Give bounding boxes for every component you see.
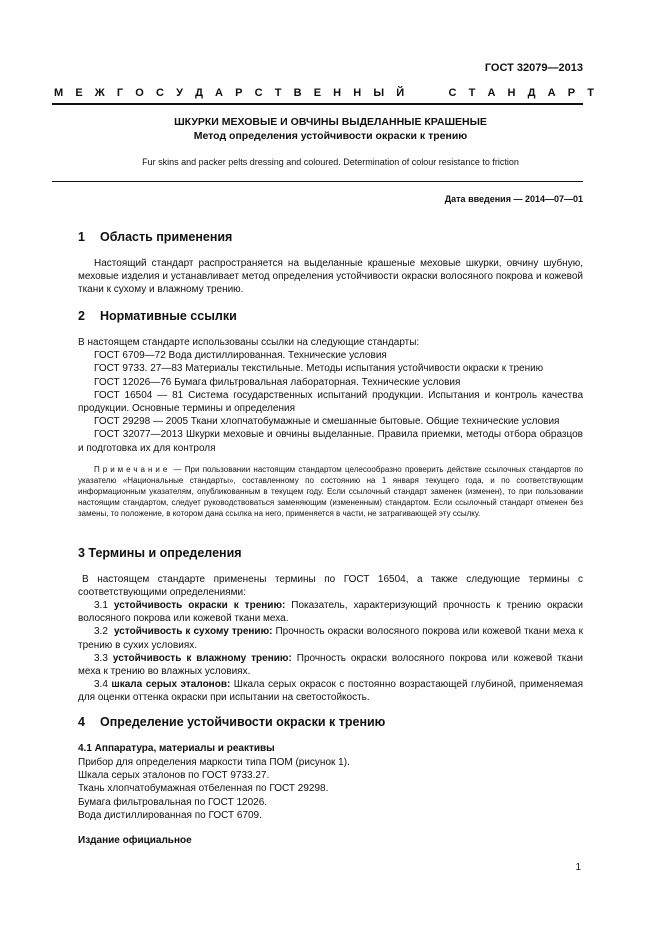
reference-item: ГОСТ 29298 — 2005 Ткани хлопчатобумажные и смешанные бытовые. Общие технические условия — [94, 416, 560, 428]
heading-letter: Н — [353, 87, 362, 99]
section-4-items — [78, 756, 583, 822]
term-name: устойчивость к сухому трению: — [113, 626, 273, 638]
introduction-date: Дата введения — 2014—07—01 — [444, 194, 583, 204]
term-number: 3.4 — [94, 679, 108, 691]
term-definition: Показатель, характеризующий прочность к трению окраски волосяного покрова или кожевой ткани меха. — [78, 600, 583, 625]
title-english: Fur skins and packer pelts dressing and coloured. Determination of colour resistance to friction — [142, 157, 519, 167]
interstate-standard-heading — [54, 87, 594, 99]
heading-letter: Г — [116, 87, 124, 99]
equipment-item: Прибор для определения маркости типа ПОМ (рисунок 1). — [78, 757, 350, 768]
page-number: 1 — [575, 862, 581, 873]
section-1-text: Настоящий стандарт распространяется на выделанные крашеные меховые шкурки, овчину шубную, меховые изделия и устанавливает метод определения устойчивости окраски волосяного покрова и кожевой ткани к сухому и влажному трению. — [78, 258, 583, 296]
note-text: — При пользовании настоящим стандартом целесообразно проверить действие ссылочных стандартов по указателю «Национальные стандарты», составленному по состоянию на 1 января текущего года, и по соответствующим информационным указателям, опубликованным в текущем году. Если ссылочный стандарт заменен (изменен), то при пользовании настоящим стандартом, следует руководствоваться заменяющим (измененным) стандартом. Если ссылочный стандарт отменен без замены, то положение, в котором дана ссылка на него, применяется в части, не затрагивающей эту ссылку. — [78, 465, 583, 518]
term-definition: Прочность окраски волосяного покрова или кожевой ткани меха к трению во влажных условиях. — [78, 652, 583, 678]
heading-letter: Е — [313, 87, 322, 99]
term-name: шкала серых эталонов: — [111, 679, 231, 691]
heading-letter: А — [487, 87, 496, 99]
official-edition-label: Издание официальное — [78, 835, 192, 846]
reference-item: ГОСТ 16504 — 81 Система государственных испытаний продукции. Испытания и контроль качества продукции. Основные термины и определения — [78, 389, 583, 415]
section-2-intro: В настоящем стандарте использованы ссылки на следующие стандарты: — [78, 337, 420, 348]
heading-letter: С — [155, 87, 164, 99]
term-number: 3.3 — [94, 652, 108, 664]
section-2-heading — [78, 309, 237, 323]
heading-letter: Д — [195, 87, 203, 99]
heading-letter: А — [215, 87, 223, 99]
reference-item: ГОСТ 12026—76 Бумага фильтровальная лабораторная. Технические условия — [94, 376, 461, 388]
section-3-heading: 3 Термины и определения — [78, 546, 242, 560]
heading-letter: Т — [587, 87, 594, 99]
title-russian-main: ШКУРКИ МЕХОВЫЕ И ОВЧИНЫ ВЫДЕЛАННЫЕ КРАШЕНЫЕ — [174, 116, 487, 128]
title-russian-subtitle: Метод определения устойчивости окраски к трению — [193, 130, 468, 142]
term-name: устойчивость окраски к трению: — [113, 600, 286, 611]
section-4-title: Определение устойчивости окраски к трению — [100, 715, 386, 729]
equipment-item: Ткань хлопчатобумажная отбеленная по ГОСТ 29298. — [78, 783, 329, 795]
heading-letter: Т — [468, 87, 476, 99]
note-label: Примечание — [94, 465, 171, 474]
heading-letter: Р — [567, 87, 576, 99]
heading-letter: Р — [235, 87, 243, 99]
section-2-number: 2 — [78, 309, 85, 323]
section-3-terms — [78, 599, 583, 705]
heading-letter: Д — [527, 87, 536, 99]
section-4-number: 4 — [78, 715, 85, 729]
section-1-number: 1 — [78, 230, 85, 244]
reference-item: ГОСТ 32077—2013 Шкурки меховые и овчины выделанные. Правила приемки, методы отбора образцов и подготовка их для контроля — [78, 429, 583, 454]
section-3-intro: В настоящем стандарте применены термины по ГОСТ 16504, а также следующие термины с соответствующими определениями: — [78, 574, 583, 599]
heading-letter: О — [135, 87, 144, 99]
heading-letter: В — [293, 87, 302, 99]
heading-letter: Н — [507, 87, 516, 99]
title-divider — [52, 181, 583, 182]
term-item — [78, 625, 583, 651]
heading-letter: С — [448, 87, 457, 99]
term-definition: Шкала серых окрасок с постоянно возрастающей глубиной, применяемая для оценки оттенка окраски при испытании на светостойкость. — [78, 679, 583, 704]
heading-letter: Е — [75, 87, 83, 99]
term-item — [78, 599, 583, 625]
section-1-title: Область применения — [100, 230, 233, 244]
subsection-4-1-heading: 4.1 Аппаратура, материалы и реактивы — [78, 743, 275, 754]
equipment-item: Шкала серых эталонов по ГОСТ 9733.27. — [78, 770, 270, 782]
heading-letter: А — [547, 87, 556, 99]
equipment-item: Вода дистиллированная по ГОСТ 6709. — [78, 809, 262, 821]
equipment-item: Бумага фильтровальная по ГОСТ 12026. — [78, 796, 268, 808]
section-4-heading — [78, 715, 385, 729]
term-number: 3.2 — [94, 626, 108, 638]
term-name: устойчивость к влажному трению: — [112, 652, 292, 664]
heading-letter: У — [176, 87, 183, 99]
heading-letter: М — [54, 87, 64, 99]
term-number: 3.1 — [94, 600, 108, 611]
heading-letter: С — [254, 87, 263, 99]
header-divider — [52, 103, 583, 105]
heading-letter: Т — [274, 87, 282, 99]
heading-gap — [416, 87, 436, 99]
term-definition: Прочность окраски волосяного покрова или кожевой ткани меха к трению в сухих условиях. — [78, 626, 584, 651]
standard-code: ГОСТ 32079—2013 — [484, 62, 583, 74]
reference-item: ГОСТ 9733. 27—83 Материалы текстильные. Методы испытания устойчивости окраски к трению — [94, 363, 544, 375]
term-item — [78, 678, 583, 704]
heading-letter: Ж — [94, 87, 105, 99]
reference-item: ГОСТ 6709—72 Вода дистиллированная. Технические условия — [94, 350, 387, 362]
section-2-title: Нормативные ссылки — [100, 309, 237, 323]
section-1-heading — [78, 230, 232, 244]
section-2-body — [78, 336, 583, 455]
heading-letter: Н — [333, 87, 342, 99]
heading-letter: Ы — [373, 87, 385, 99]
heading-letter: Й — [396, 87, 405, 99]
term-item — [78, 652, 583, 678]
section-2-note — [78, 464, 583, 519]
